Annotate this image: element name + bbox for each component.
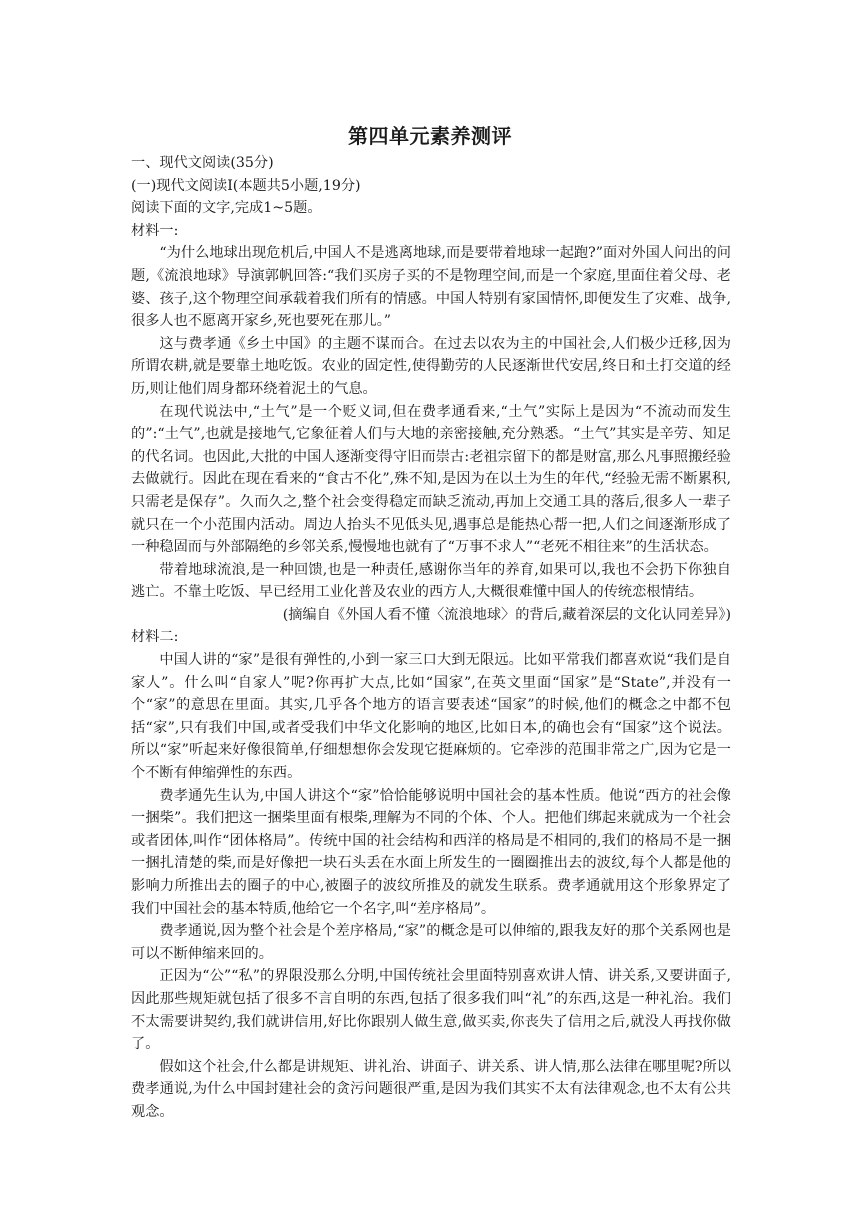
material-one-paragraph: 这与费孝通《乡土中国》的主题不谋而合。在过去以农为主的中国社会,人们极少迁移,因为所谓农耕,就是要靠土地吃饭。农业的固定性,使得勤劳的人民逐渐世代安居,终日和土打交道的经历,则让他们周身都环绕着泥土的气息。 — [131, 335, 731, 397]
material-two-paragraph: 中国人讲的“家”是很有弹性的,小到一家三口大到无限远。比如平常我们都喜欢说“我们是自家人”。什么叫“自家人”呢?你再扩大点,比如“国家”,在英文里面“国家”是“State”,并没有一个“家”的意思在里面。其实,几乎各个地方的语言要表述“国家”的时候,他们的概念之中都不包括“家”,只有我们中国,或者受我们中华文化影响的地区,比如日本,的确也会有“国家”这个说法。所以“家”听起来好像很简单,仔细想想你会发现它挺麻烦的。它牵涉的范围非常之广,因为它是一个不断有伸缩弹性的东西。 — [131, 652, 731, 782]
material-two-paragraph: 费孝通先生认为,中国人讲这个“家”恰恰能够说明中国社会的基本性质。他说“西方的社会像一捆柴”。我们把这一捆柴里面有根柴,理解为不同的个体、个人。把他们绑起来就成为一个社会或者团体,叫作“团体格局”。传统中国的社会结构和西洋的格局是不相同的,我们的格局不是一捆一捆扎清楚的柴,而是好像把一块石头丢在水面上所发生的一圈圈推出去的波纹,每个人都是他的影响力所推出去的圈子的中心,被圈子的波纹所推及的就发生联系。费孝通就用这个形象界定了我们中国社会的基本特质,他给它一个名字,叫“差序格局”。 — [131, 787, 731, 917]
material-two-paragraph: 费孝通说,因为整个社会是个差序格局,“家”的概念是可以伸缩的,跟我友好的那个关系网也是可以不断伸缩来回的。 — [131, 923, 731, 962]
material-one-paragraph: 在现代说法中,“土气”是一个贬义词,但在费孝通看来,“土气”实际上是因为“不流动而发生的”:“土气”,也就是接地气,它象征着人们与大地的亲密接触,充分熟悉。“土气”其实是辛劳、知足的代名词。也因此,大批的中国人逐渐变得守旧而崇古:老祖宗留下的都是财富,那么凡事照搬经验去做就行。因此在现在看来的“食古不化”,殊不知,是因为在以土为生的年代,“经验无需不断累积,只需老是保存”。久而久之,整个社会变得稳定而缺乏流动,再加上交通工具的落后,很多人一辈子就只在一个小范围内活动。周边人抬头不见低头见,遇事总是能热心帮一把,人们之间逐渐形成了一种稳固而与外部隔绝的乡邻关系,慢慢地也就有了“万事不求人”“老死不相往来”的生活状态。 — [131, 403, 731, 556]
subsection-heading: (一)现代文阅读Ⅰ(本题共5小题,19分) — [131, 177, 361, 194]
page-title: 第四单元素养测评 — [348, 124, 512, 148]
material-one-label: 材料一: — [131, 222, 179, 239]
material-one-paragraph: 带着地球流浪,是一种回馈,也是一种责任,感谢你当年的养育,如果可以,我也不会扔下你独自逃亡。不靠土吃饭、早已经用工业化普及农业的西方人,大概很难懂中国人的传统恋根情结。 — [131, 561, 731, 601]
document-body — [131, 152, 731, 1124]
material-one-paragraph: “为什么地球出现危机后,中国人不是逃离地球,而是要带着地球一起跑?”面对外国人问出的问题,《流浪地球》导演郭帆回答:“我们买房子买的不是物理空间,而是一个家庭,里面住着父母、老婆、孩子,这个物理空间承载着我们所有的情感。中国人特别有家国情怀,即便发生了灾难、战争,很多人也不愿离开家乡,死也要死在那儿。” — [131, 245, 731, 330]
material-two-paragraph: 正因为“公”“私”的界限没那么分明,中国传统社会里面特别喜欢讲人情、讲关系,又要讲面子,因此那些规矩就包括了很多不言自明的东西,包括了很多我们叫“礼”的东西,这是一种礼治。我们不太需要讲契约,我们就讲信用,好比你跟别人做生意,做买卖,你丧失了信用之后,就没人再找你做了。 — [131, 968, 731, 1053]
material-two-paragraph: 假如这个社会,什么都是讲规矩、讲礼治、讲面子、讲关系、讲人情,那么法律在哪里呢?所以费孝通说,为什么中国封建社会的贪污问题很严重,是因为我们其实不太有法律观念,也不太有公共观念。 — [131, 1058, 731, 1120]
material-one-source: (摘编自《外国人看不懂〈流浪地球〉的背后,藏着深层的文化认同差异》) — [282, 606, 731, 623]
material-two-label: 材料二: — [131, 629, 179, 646]
section-heading: 一、现代文阅读(35分) — [131, 155, 274, 171]
reading-instruction: 阅读下面的文字,完成1~5题。 — [131, 200, 322, 217]
